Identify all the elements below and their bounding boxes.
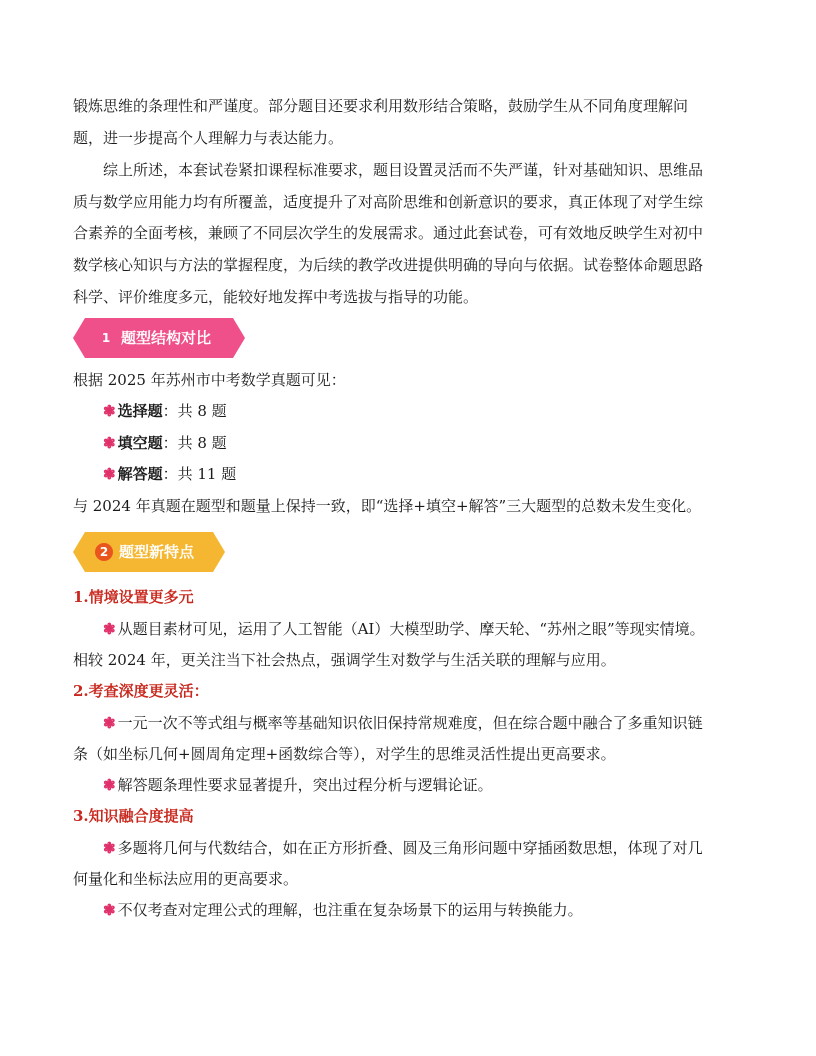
list-item-answer: [103, 463, 236, 485]
summary-line-1: 综上所述，本套试卷紧扣课程标准要求，题目设置灵活而不失严谨，针对基础知识、思维品: [103, 161, 704, 179]
heading-integration: 3.知识融合度提高: [73, 807, 194, 825]
para-depth-2: ❃ 解答题条理性要求显著提升，突出过程分析与逻辑论证。: [103, 776, 493, 794]
flower-bullet-icon: ❃: [103, 620, 116, 638]
para-integration-line-2: 何量化和坐标法应用的更高要求。: [73, 870, 299, 888]
intro-line-2: 题，进一步提高个人理解力与表达能力。: [73, 129, 344, 147]
flower-bullet-icon: ❃: [103, 839, 116, 857]
para-depth-line-2: 条（如坐标几何+圆周角定理+函数综合等），对学生的思维灵活性提出更高要求。: [73, 745, 616, 763]
section-1-number: 1: [101, 331, 111, 345]
section-2-number: 2: [95, 543, 113, 561]
list-item-choice: [103, 400, 227, 422]
para-depth-line-1: ❃ 一元一次不等式组与概率等基础知识依旧保持常规难度，但在综合题中融合了多重知识链: [103, 714, 703, 732]
flower-bullet-icon: ❃: [103, 402, 116, 420]
summary-line-3: 合素养的全面考核，兼顾了不同层次学生的发展需求。通过此套试卷，可有效地反映学生对初中: [73, 224, 704, 242]
para-situational-line-1: ❃ 从题目素材可见，运用了人工智能（AI）大模型助学、摩天轮、“苏州之眼”等现实情境。: [103, 620, 705, 638]
list-item-label: 解答题: [117, 465, 163, 483]
list-item-value: ：共 8 题: [162, 402, 227, 420]
section-1-lead: 根据 2025 年苏州市中考数学真题可见：: [73, 371, 346, 389]
section-2-title: 题型新特点: [119, 543, 195, 561]
flower-bullet-icon: ❃: [103, 465, 116, 483]
heading-situational: 1.情境设置更多元: [73, 588, 194, 606]
list-item-label: 选择题: [117, 402, 163, 420]
para-integration-2: ❃ 不仅考查对定理公式的理解，也注重在复杂场景下的运用与转换能力。: [103, 901, 583, 919]
flower-bullet-icon: ❃: [103, 714, 116, 732]
section-1-banner: [73, 318, 245, 358]
section-1-summary: 与 2024 年真题在题型和题量上保持一致，即“选择+填空+解答”三大题型的总数未发生变化。: [73, 497, 702, 515]
flower-bullet-icon: ❃: [103, 434, 116, 452]
summary-line-4: 数学核心知识与方法的掌握程度，为后续的教学改进提供明确的导向与依据。试卷整体命题思路: [73, 256, 704, 274]
list-item-label: 填空题: [117, 434, 163, 452]
intro-line-1: 锻炼思维的条理性和严谨度。部分题目还要求利用数形结合策略，鼓励学生从不同角度理解问: [73, 97, 689, 115]
section-2-banner: [73, 532, 225, 572]
summary-line-5: 科学、评价维度多元，能较好地发挥中考选拔与指导的功能。: [73, 288, 479, 306]
flower-bullet-icon: ❃: [103, 901, 116, 919]
flower-bullet-icon: ❃: [103, 776, 116, 794]
para-situational-line-2: 相较 2024 年，更关注当下社会热点，强调学生对数学与生活关联的理解与应用。: [73, 651, 616, 669]
section-1-title: 题型结构对比: [121, 329, 212, 347]
summary-line-2: 质与数学应用能力均有所覆盖，适度提升了对高阶思维和创新意识的要求，真正体现了对学生综: [73, 193, 704, 211]
list-item-value: ：共 8 题: [162, 434, 227, 452]
list-item-value: ：共 11 题: [162, 465, 237, 483]
heading-depth: 2.考查深度更灵活：: [73, 682, 209, 700]
para-integration-line-1: ❃ 多题将几何与代数结合，如在正方形折叠、圆及三角形问题中穿插函数思想，体现了对几: [103, 839, 703, 857]
list-item-fill: [103, 432, 227, 454]
